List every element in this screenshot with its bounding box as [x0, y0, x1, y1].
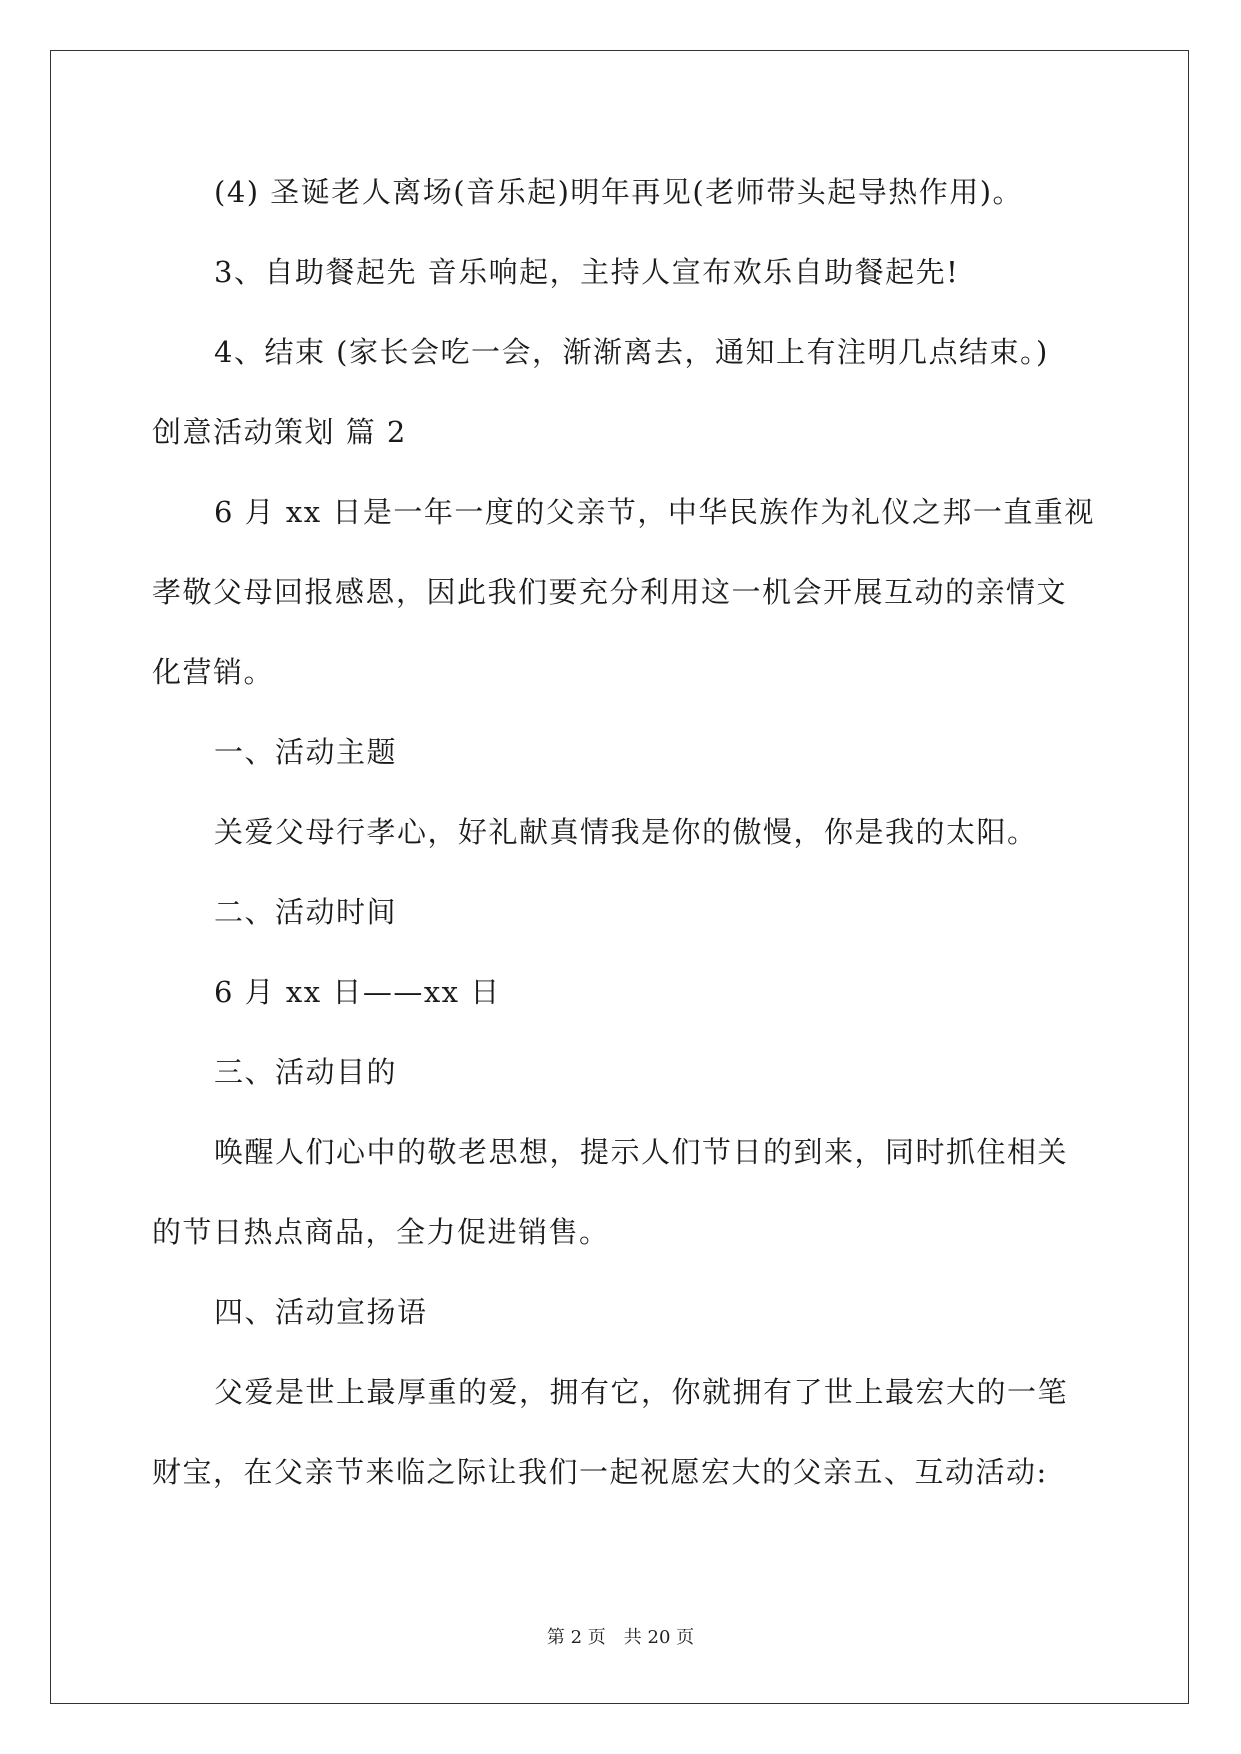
- paragraph-line: 孝敬父母回报感恩，因此我们要充分利用这一机会开展互动的亲情文: [152, 575, 1068, 609]
- paragraph-line: 6 月 xx 日——xx 日: [214, 975, 501, 1009]
- paragraph-line: 的节日热点商品，全力促进销售。: [152, 1215, 610, 1249]
- subheading: 二、活动时间: [214, 895, 398, 929]
- paragraph-line: 关爱父母行孝心，好礼献真情我是你的傲慢，你是我的太阳。: [214, 815, 1038, 849]
- subheading: 三、活动目的: [214, 1055, 398, 1089]
- paragraph-line: 4、结束 (家长会吃一会，渐渐离去，通知上有注明几点结束。): [214, 335, 1049, 369]
- paragraph-line: (4) 圣诞老人离场(音乐起)明年再见(老师带头起导热作用)。: [214, 175, 1024, 209]
- paragraph-line: 财宝，在父亲节来临之际让我们一起祝愿宏大的父亲五、互动活动:: [152, 1455, 1048, 1489]
- paragraph-line: 6 月 xx 日是一年一度的父亲节，中华民族作为礼仪之邦一直重视: [214, 495, 1095, 529]
- paragraph-line: 化营销。: [152, 655, 275, 689]
- subheading: 一、活动主题: [214, 735, 398, 769]
- section-heading: 创意活动策划 篇 2: [152, 415, 407, 449]
- paragraph-line: 父爱是世上最厚重的爱，拥有它，你就拥有了世上最宏大的一笔: [214, 1375, 1069, 1409]
- paragraph-line: 3、自助餐起先 音乐响起，主持人宣布欢乐自助餐起先!: [214, 255, 960, 289]
- subheading: 四、活动宣扬语: [214, 1295, 428, 1329]
- paragraph-line: 唤醒人们心中的敬老思想，提示人们节日的到来，同时抓住相关: [214, 1135, 1069, 1169]
- page-number-footer: 第 2 页 共 20 页: [546, 1627, 695, 1648]
